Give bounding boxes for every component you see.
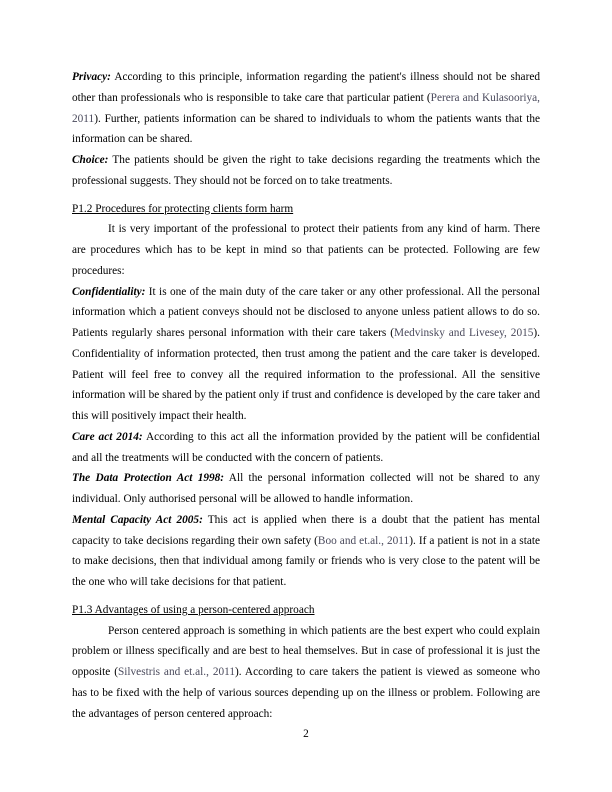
choice-term: Choice: [72,154,109,166]
person-centered-text-2: ). According to care takers the patient is viewed as someone who has to be fixed with the help of various sources depending up on the illness or problem. Following are the advantages of person centered approach: [72,666,541,720]
procedures-intro-paragraph: It is very important of the professional to protect their patients from any kind of harm. There are procedures which has to be kept in mind so that patients can be protected. Following are few procedures: [72,223,540,277]
page-number: 2 [303,728,309,740]
person-centered-text-1: Person centered approach is something in which patients are the best expert who could explain problem or illness specifically and are best to heal themselves. But in case of professional it is just the opposite ( [72,624,540,678]
mental-capacity-term: Mental Capacity Act 2005: [72,513,203,526]
choice-text: The patients should be given the right to take decisions regarding the treatments which the professional suggests. They should not be forced on to take treatments. [72,154,540,187]
confidentiality-text-2: ). Confidentiality of information protected, then trust among the patient and the care taker is developed. Patient will feel free to convey all the required information to the professional. All the sensitive information will be shared by the patient only if trust and confidence is developed by the care taker and this will positively impact their health. [72,327,540,422]
privacy-text-1: According to this principle, information regarding the patient's illness should not be shared other than professionals who is responsible to take care that particular patient ( [72,71,540,104]
document-body [72,67,540,724]
mental-capacity-citation: Boo and et.al., 2011 [317,534,410,547]
data-protection-term: The Data Protection Act 1998: [72,472,225,485]
confidentiality-text-1: It is one of the main duty of the care taker or any other professional. All the personal information which a patient conveys should not be disclosed to anyone unless patient allows to do so. Patients regularly shares personal information with their care takers ( [72,285,540,339]
section-heading-p1-2: P1.2 Procedures for protecting clients form harm [72,202,294,215]
data-protection-text: All the personal information collected will not be shared to any individual. Only authorised personal will be allowed to handle information. [72,472,540,505]
mental-capacity-text-2: ). If a patient is not in a state to make decisions, then that individual among family or friends who is very close to the patent will be the one who will take decisions for that patient. [72,534,540,588]
mental-capacity-paragraph [72,510,540,593]
choice-paragraph [72,150,540,192]
care-act-text: According to this act all the information provided by the patient will be confidential and all the treatments will be conducted with the concern of patients. [72,430,540,464]
care-act-paragraph [72,427,540,469]
mental-capacity-text-1: This act is applied when there is a doubt that the patient has mental capacity to take decisions regarding their own safety ( [72,513,541,547]
confidentiality-term: Confidentiality: [72,285,146,298]
data-protection-paragraph [72,468,540,510]
privacy-text-2: ). Further, patients information can be shared to individuals to whom the patients wants that the information can be shared. [72,112,540,146]
privacy-citation: Perera and Kulasooriya, 2011 [72,91,540,125]
care-act-term: Care act 2014: [72,430,143,443]
privacy-paragraph [72,67,540,150]
section-heading-p1-3: P1.3 Advantages of using a person-centered approach [72,603,315,616]
confidentiality-paragraph [72,282,540,427]
privacy-term: Privacy: [72,71,111,83]
confidentiality-citation: Medvinsky and Livesey, 2015 [394,327,534,339]
person-centered-paragraph [72,621,540,725]
person-centered-citation: Silvestris and et.al., 2011 [117,666,236,678]
